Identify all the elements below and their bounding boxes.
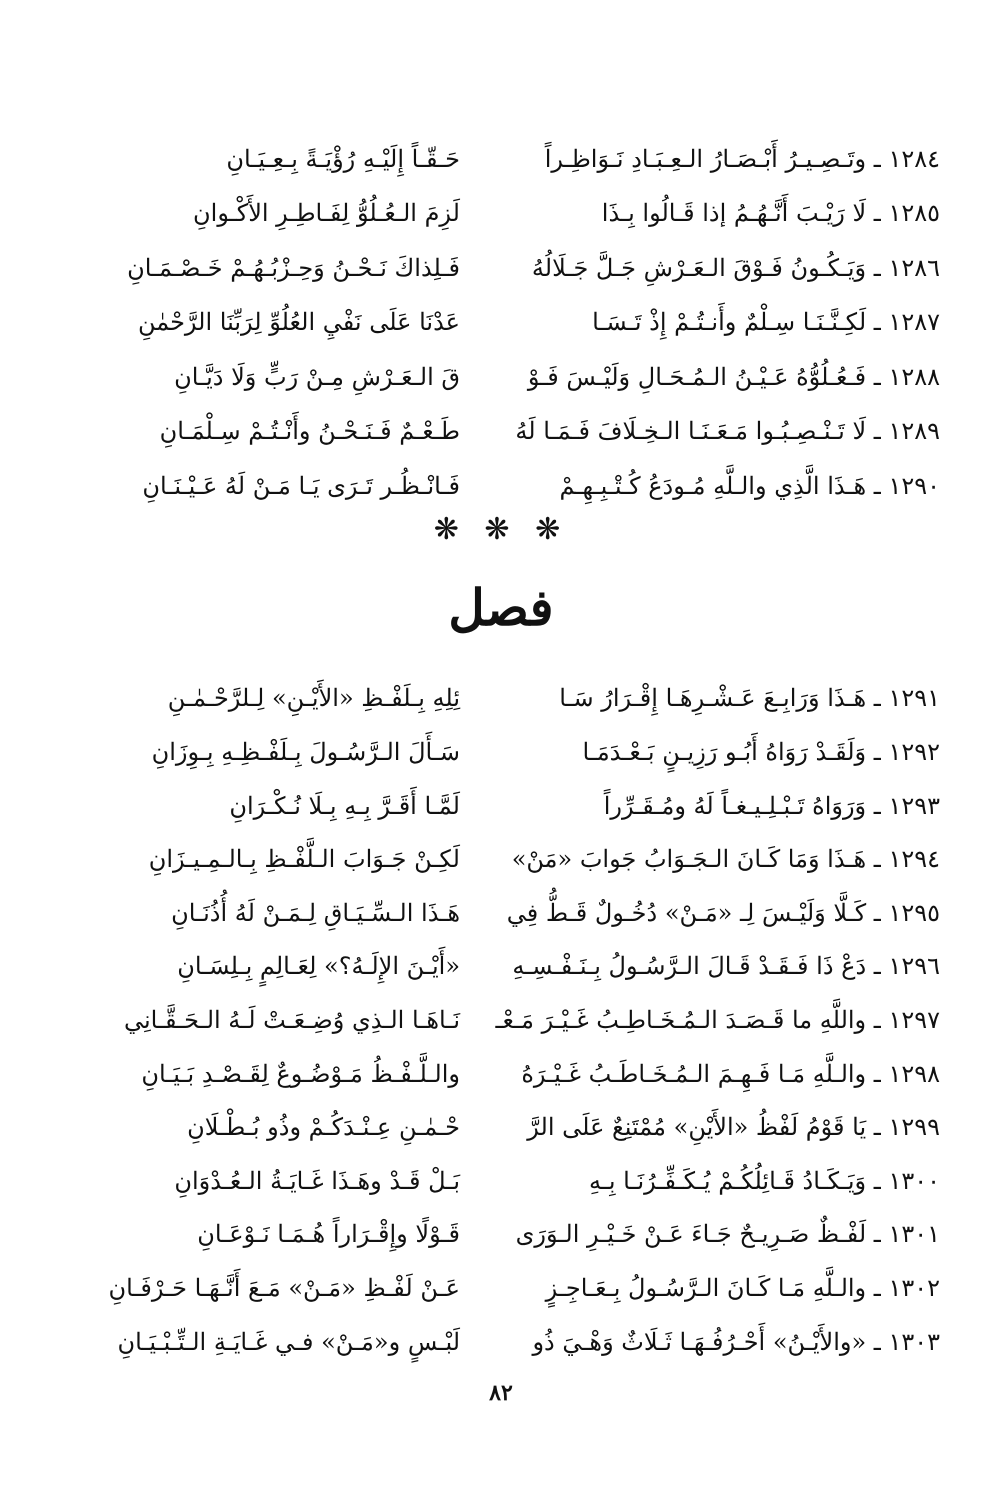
first-hemistich: ١٢٩٩ ـ يَا قَوْمُ لَفْظُ «الأَيْنِ» مُمْتَنِعٌ عَلَى الرَّ (527, 1113, 940, 1142)
second-hemistich: عَدْنَا عَلَى نَفْيِ العُلُوِّ لِرَبِّنَا الرَّحْمٰنِ (137, 308, 460, 337)
second-hemistich: لَكِـنْ جَـوَابَ الـلَّفْـظِ بِـالـمِـيـزَانِ (148, 845, 460, 874)
second-hemistich: قَـوْلًا وإِقْـرَاراً هُـمَـا نَـوْعَـانِ (197, 1220, 460, 1249)
second-hemistich: طَـعْـمٌ فَـنَـحْـنُ وأَنْـتُـمْ سِـلْمَـانِ (159, 417, 460, 446)
second-hemistich: «أَيْـنَ الإِلَـهُ؟» لِعَـالِمٍ بِـلِسَـانِ (177, 952, 460, 981)
verse-line (60, 1208, 940, 1262)
first-hemistich: ١٢٩٢ ـ وَلَقَـدْ رَوَاهُ أَبُـو رَزِيـنٍ بَـعْـدَمَـا (582, 737, 940, 766)
verse-line (60, 779, 940, 833)
first-hemistich: ١٢٨٧ ـ لَكِـنَّـنَـا سِـلْمٌ وأَنـتُـمْ إِذْ تَـسَـا (592, 308, 940, 337)
poem-block-2 (60, 672, 940, 1369)
first-hemistich: ١٢٩١ ـ هَـذَا وَرَابِـعَ عَـشْـرِهَـا إِقْـرَارُ سَـا (559, 684, 940, 713)
verse-line (60, 726, 940, 780)
second-hemistich: حْـمٰـنِ عِـنْـدَكُـمْ وذُو بُـطْـلَانِ (187, 1113, 460, 1142)
first-hemistich: ١٣٠٢ ـ والـلَّهِ مَـا كَـانَ الـرَّسُـولُ بِـعَـاجِـزٍ (545, 1273, 940, 1302)
section-title: فصل (448, 578, 554, 637)
verse-line (60, 1047, 940, 1101)
verse-line (60, 994, 940, 1048)
verse-line (60, 940, 940, 994)
verse-line (60, 886, 940, 940)
second-hemistich: هَـذَا الـسِّـيَـاقِ لِـمَـنْ لَهُ أُذُنَـانِ (171, 898, 460, 927)
second-hemistich: لَمَّـا أَقَـرَّ بِـهِ بِـلَا نُـكْـرَانِ (229, 791, 460, 820)
verse-line (60, 1101, 940, 1155)
second-hemistich: عَـنْ لَفْـظِ «مَـنْ» مَـعَ أَنَّـهَـا حَـرْفَـانِ (108, 1273, 460, 1302)
verse-line (60, 132, 940, 187)
first-hemistich: ١٣٠٠ ـ وَيَـكَـادُ قَـائِلُكُـمْ يُـكَـفِّـرُنَـا بِـهِ (588, 1166, 940, 1195)
second-hemistich: سَـأَلَ الـرَّسُـولَ بِـلَفْـظِـهِ بِـوِزَانِ (151, 737, 460, 766)
first-hemistich: ١٢٩٠ ـ هَـذَا الَّذِي والـلَّهِ مُـودَعُ كُـتْـبِـهِـمْ (559, 471, 940, 500)
verse-line (60, 833, 940, 887)
verse-line (60, 1262, 940, 1316)
verse-line (60, 350, 940, 405)
second-hemistich: والـلَّـفْـظُ مَـوْضُـوعٌ لِقَـصْـدِ بَـيَـانِ (141, 1059, 460, 1088)
verse-line (60, 1315, 940, 1369)
verse-line (60, 672, 940, 726)
verse-line (60, 296, 940, 351)
second-hemistich: نَـاهَـا الـذِي وُضِـعَـتْ لَـهُ الـحَـقَّـانِي (123, 1005, 460, 1034)
second-hemistich: فَـانْـظُـر تَـرَى يَـا مَـنْ لَهُ عَـيْـنَـانِ (142, 471, 460, 500)
first-hemistich: ١٢٨٤ ـ وتَـصِـيـرُ أَبْـصَـارُ الـعِـبَـادِ نَـوَاظِـراً (544, 144, 940, 173)
first-hemistich: ١٣٠١ ـ لَفْـظٌ صَـرِيـحٌ جَـاءَ عَـنْ خَـيْـرِ الـوَرَى (515, 1220, 940, 1249)
page-number: ٨٢ (489, 1380, 513, 1406)
first-hemistich: ١٢٩٥ ـ كَـلَّا وَلَيْـسَ لِـ «مَـنْ» دُخُـولٌ قَـطُّ فِي (506, 898, 940, 927)
second-hemistich: قَ الـعَـرْشِ مِـنْ رَبٍّ وَلَا دَيَّـانِ (174, 362, 460, 391)
first-hemistich: ١٢٨٥ ـ لَا رَيْـبَ أَنَّـهُـمُ إذا قَـالُوا بِـذَا (601, 199, 940, 228)
second-hemistich: لَبْـسٍ و«مَـنْ» فـي غَـايَـةِ الـتِّـبْـيَـانِ (117, 1327, 460, 1356)
first-hemistich: ١٢٩٣ ـ وَرَوَاهُ تَـبْـلِـيـغـاً لَهُ ومُـقَـرِّراً (603, 791, 940, 820)
section-separator: ❋ ❋ ❋ (433, 512, 569, 547)
verse-line (60, 459, 940, 514)
second-hemistich: حَـقّـاً إِلَيْـهِ رُؤْيَـةً بِـعِـيَـانِ (226, 144, 460, 173)
second-hemistich: بَـلْ قَـدْ وهَـذَا غَـايَـةُ الـعُـدْوَانِ (174, 1166, 460, 1195)
first-hemistich: ١٣٠٣ ـ «والأَيْـنُ» أَحْـرُفُـهَـا ثَـلَاثٌ وَهْـيَ ذُو (532, 1327, 940, 1356)
verse-line (60, 241, 940, 296)
second-hemistich: لَزِمَ الـعُـلُوُّ لِفَـاطِـرِ الأَكْـوانِ (193, 199, 460, 228)
verse-line (60, 1154, 940, 1208)
first-hemistich: ١٢٩٤ ـ هَـذَا وَمَا كَـانَ الـجَـوَابُ جَوابَ «مَنْ» (511, 845, 940, 874)
first-hemistich: ١٢٩٧ ـ واللَّهِ ما قَـصَـدَ الـمُـخَـاطِـبُ غَـيْـرَ مَـعْـ (495, 1005, 940, 1034)
first-hemistich: ١٢٨٨ ـ فَـعُـلُوُّهُ عَـيْـنُ الـمُـحَـالِ وَلَيْـسَ فَـوْ (527, 362, 940, 391)
first-hemistich: ١٢٨٩ ـ لَا تَـنْـصِـبُـوا مَـعَـنَـا الـخِـلَافَ فَـمَـا لَهُ (515, 417, 940, 446)
first-hemistich: ١٢٩٦ ـ دَعْ ذَا فَـقَـدْ قَـالَ الـرَّسُـولُ بِـنَـفْـسِـهِ (512, 952, 940, 981)
verse-line (60, 405, 940, 460)
first-hemistich: ١٢٨٦ ـ وَيَـكُـونُ فَـوْقَ الـعَـرْشِ جَـلَّ جَـلَالُهُ (531, 253, 940, 282)
second-hemistich: ئِلِهِ بِـلَفْـظِ «الأَيْـنِ» لِـلرَّحْـمٰـنِ (167, 684, 460, 713)
poem-block-1 (60, 132, 940, 514)
second-hemistich: فَـلِذاكَ نَـحْـنُ وَحِـزْبُـهُـمْ خَـصْـمَـانِ (127, 253, 460, 282)
first-hemistich: ١٢٩٨ ـ والـلَّهِ مَـا فَـهِـمَ الـمُـخَـاطَـبُ غَـيْـرَهُ (521, 1059, 940, 1088)
verse-line (60, 187, 940, 242)
